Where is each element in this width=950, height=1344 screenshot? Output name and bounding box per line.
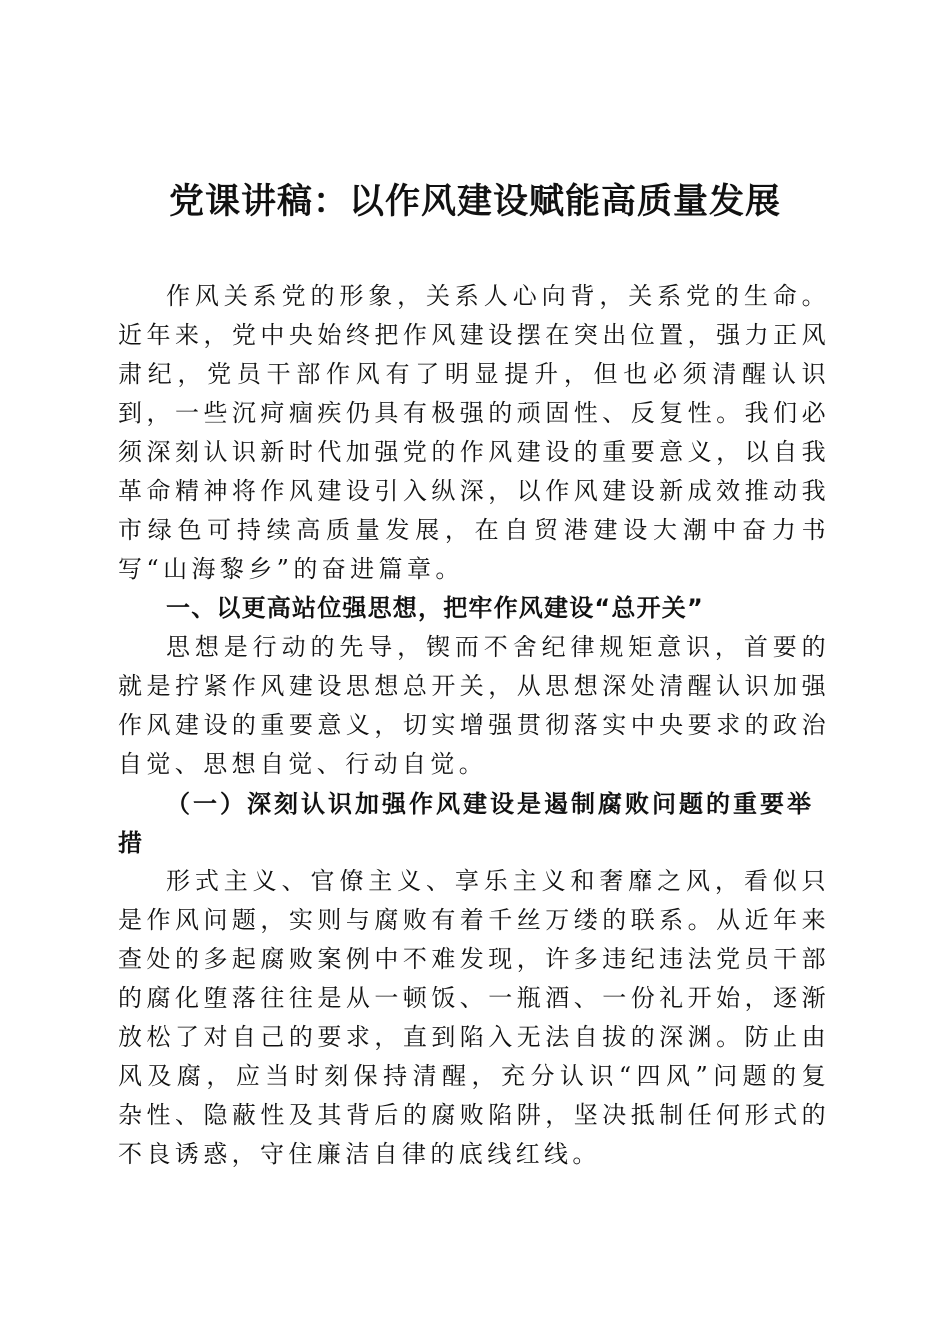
subsection-1-paragraph: 形式主义、官僚主义、享乐主义和奢靡之风，看似只是作风问题，实则与腐败有着千丝万缕的联系。从近年来查处的多起腐败案例中不难发现，许多违纪违法党员干部的腐化堕落往往是从一顿饭、一瓶酒、一份礼开始，逐渐放松了对自己的要求，直到陷入无法自拔的深渊。防止由风及腐，应当时刻保持清醒，充分认识“四风”问题的复杂性、隐蔽性及其背后的腐败陷阱，坚决抵制任何形式的不良诱惑，守住廉洁自律的底线红线。 <box>118 867 830 1168</box>
section-1-paragraph: 思想是行动的先导，锲而不舍纪律规矩意识，首要的就是拧紧作风建设思想总开关，从思想深处清醒认识加强作风建设的重要意义，切实增强贯彻落实中央要求的政治自觉、思想自觉、行动自觉。 <box>118 633 830 778</box>
subsection-heading-1: （一）深刻认识加强作风建设是遏制腐败问题的重要举措 <box>118 789 814 857</box>
intro-paragraph: 作风关系党的形象，关系人心向背，关系党的生命。近年来，党中央始终把作风建设摆在突出位置，强力正风肃纪，党员干部作风有了明显提升，但也必须清醒认识到，一些沉疴痼疾仍具有极强的顽固性、反复性。我们必须深刻认识新时代加强党的作风建设的重要意义，以自我革命精神将作风建设引入纵深，以作风建设新成效推动我市绿色可持续高质量发展，在自贸港建设大潮中奋力书写“山海黎乡”的奋进篇章。 <box>118 282 830 583</box>
document-body <box>118 277 830 1174</box>
document-title: 党课讲稿：以作风建设赋能高质量发展 <box>168 181 781 222</box>
section-heading-1: 一、以更高站位强思想，把牢作风建设“总开关” <box>166 594 704 622</box>
